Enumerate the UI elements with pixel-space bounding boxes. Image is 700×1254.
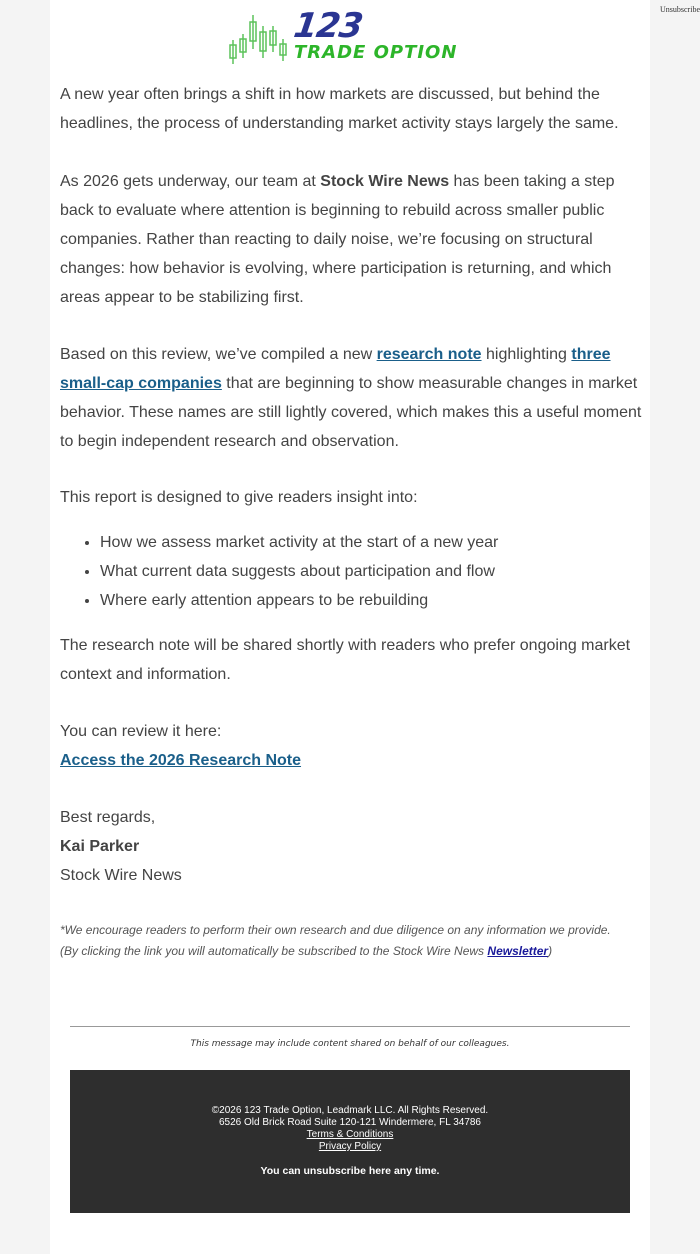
list-item: • How we assess market activity at the start of a new year <box>100 528 645 557</box>
footer <box>70 1070 630 1213</box>
review-label: You can review it here: <box>60 723 222 740</box>
paragraph-research: Based on this review, we’ve compiled a new research note highlighting three small-cap companies that are beginning to show measurable changes in market behavior. These names are still lightly covered, which makes this a useful moment to begin independent research and observation. <box>60 346 642 450</box>
address: 6526 Old Brick Road Suite 120-121 Windermere, FL 34786 <box>219 1117 481 1128</box>
terms-link[interactable]: Terms & Conditions <box>306 1129 394 1140</box>
paragraph-review: As 2026 gets underway, our team at Stock Wire News has been taking a step back to evaluate where attention is beginning to rebuild across smaller public companies. Rather than reacting to daily noise, we’re focusing on structural changes: how behavior is evolving, where participation is returning, and which areas appear to be stabilizing first. <box>60 173 615 306</box>
divider <box>70 1026 630 1027</box>
author-name: Kai Parker <box>60 838 140 855</box>
colleagues-note: This message may include content shared on behalf of our colleagues. <box>190 1039 510 1049</box>
unsubscribe-link-top[interactable]: Unsubscribe <box>660 5 700 14</box>
privacy-link[interactable]: Privacy Policy <box>318 1141 382 1152</box>
paragraph-insight-intro: This report is designed to give readers insight into: <box>60 489 418 506</box>
research-note-link[interactable]: research note <box>376 346 482 363</box>
company-name: Stock Wire News <box>60 867 182 884</box>
paragraph-intro: A new year often brings a shift in how markets are discussed, but behind the headlines, the process of understanding market activity stays largely the same. <box>60 86 619 132</box>
candlestick-chart-icon <box>228 12 292 66</box>
unsubscribe-link-footer[interactable]: You can unsubscribe here any time. <box>260 1165 440 1177</box>
email-container <box>50 0 700 1254</box>
logo[interactable] <box>228 6 474 66</box>
small-cap-companies-link[interactable]: three small-cap companies <box>60 346 611 392</box>
brand-name: Stock Wire News <box>320 173 450 190</box>
list-item: • Where early attention appears to be rebuilding <box>100 586 645 615</box>
access-research-note-link[interactable]: Access the 2026 Research Note <box>60 752 302 769</box>
insight-list <box>60 528 645 615</box>
disclaimer: *We encourage readers to perform their own research and due diligence on any information we provide. (By clicking the link you will automatically be subscribed to the Stock Wire News Newsletter) <box>60 923 611 958</box>
logo-number: 123 <box>291 6 365 46</box>
list-item: • What current data suggests about participation and flow <box>100 557 645 586</box>
paragraph-shared-shortly: The research note will be shared shortly with readers who prefer ongoing market context and information. <box>60 637 631 683</box>
copyright: ©2026 123 Trade Option, Leadmark LLC. All Rights Reserved. <box>211 1105 489 1116</box>
cta-wrapper <box>60 746 645 775</box>
newsletter-link[interactable]: Newsletter <box>487 944 549 958</box>
signoff: Best regards, <box>60 809 156 826</box>
logo-name: TRADE OPTION <box>294 42 458 63</box>
